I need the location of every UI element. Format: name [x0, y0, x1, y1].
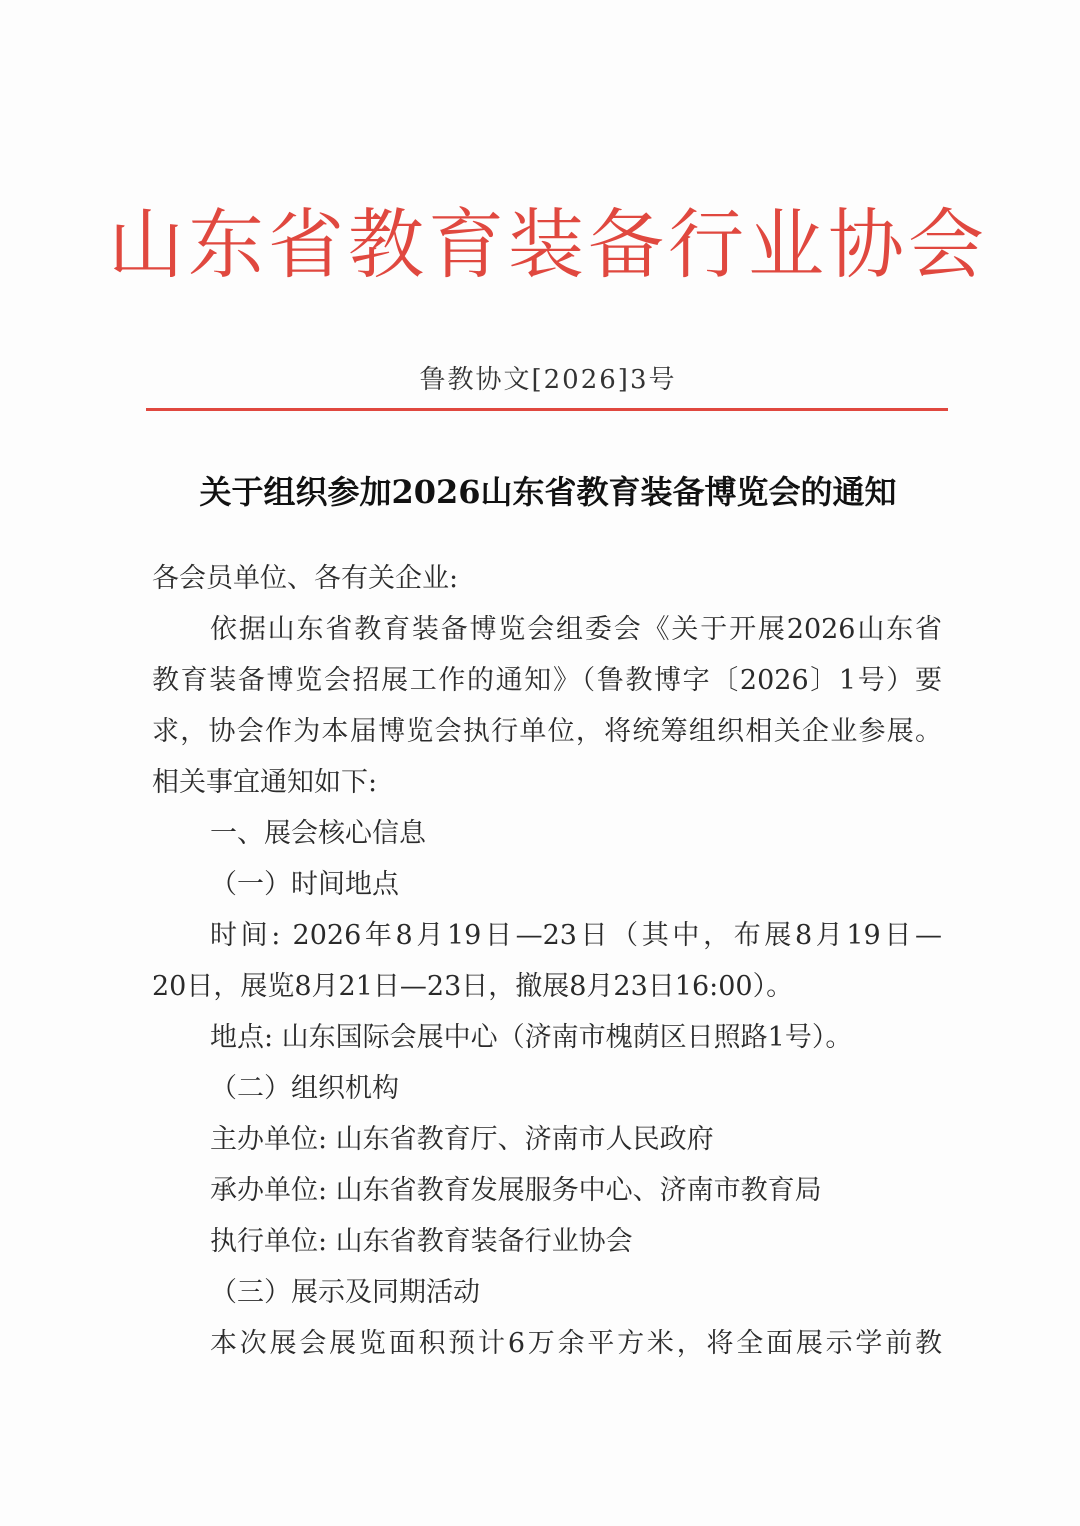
place-line: 地点: 山东国际会展中心（济南市槐荫区日照路1号）。 [210, 1022, 853, 1053]
document-number: 鲁教协文[2026]3号 [419, 365, 677, 395]
subsection-heading: （一）时间地点 [210, 869, 399, 900]
org-letterhead: 山东省教育装备行业协会 [108, 200, 988, 289]
paragraph-line: 相关事宜通知如下: [152, 767, 378, 798]
section-heading: 一、展会核心信息 [210, 818, 426, 849]
notice-title: 关于组织参加2026山东省教育装备博览会的通知 [199, 473, 897, 511]
paragraph-line: 本次展会展览面积预计6万余平方米，将全面展示学前教 [210, 1328, 942, 1359]
subsection-heading: （二）组织机构 [210, 1073, 399, 1104]
time-line: 20日，展览8月21日—23日，撤展8月23日16:00）。 [152, 971, 794, 1002]
paragraph-line: 求，协会作为本届博览会执行单位，将统筹组织相关企业参展。 [152, 716, 942, 747]
host-line: 主办单位: 山东省教育厅、济南市人民政府 [210, 1124, 714, 1155]
paragraph-line: 依据山东省教育装备博览会组委会《关于开展2026山东省 [210, 614, 942, 645]
organizer-line: 承办单位: 山东省教育发展服务中心、济南市教育局 [210, 1175, 822, 1206]
salutation: 各会员单位、各有关企业: [152, 563, 459, 594]
executor-line: 执行单位: 山东省教育装备行业协会 [210, 1226, 633, 1257]
document-body [152, 553, 942, 1369]
time-line: 时间: 2026年8月19日—23日（其中，布展8月19日— [210, 920, 942, 951]
header-divider [146, 408, 948, 411]
subsection-heading: （三）展示及同期活动 [210, 1277, 480, 1308]
paragraph-line: 教育装备博览会招展工作的通知》（鲁教博字〔2026〕1号）要 [152, 665, 942, 696]
